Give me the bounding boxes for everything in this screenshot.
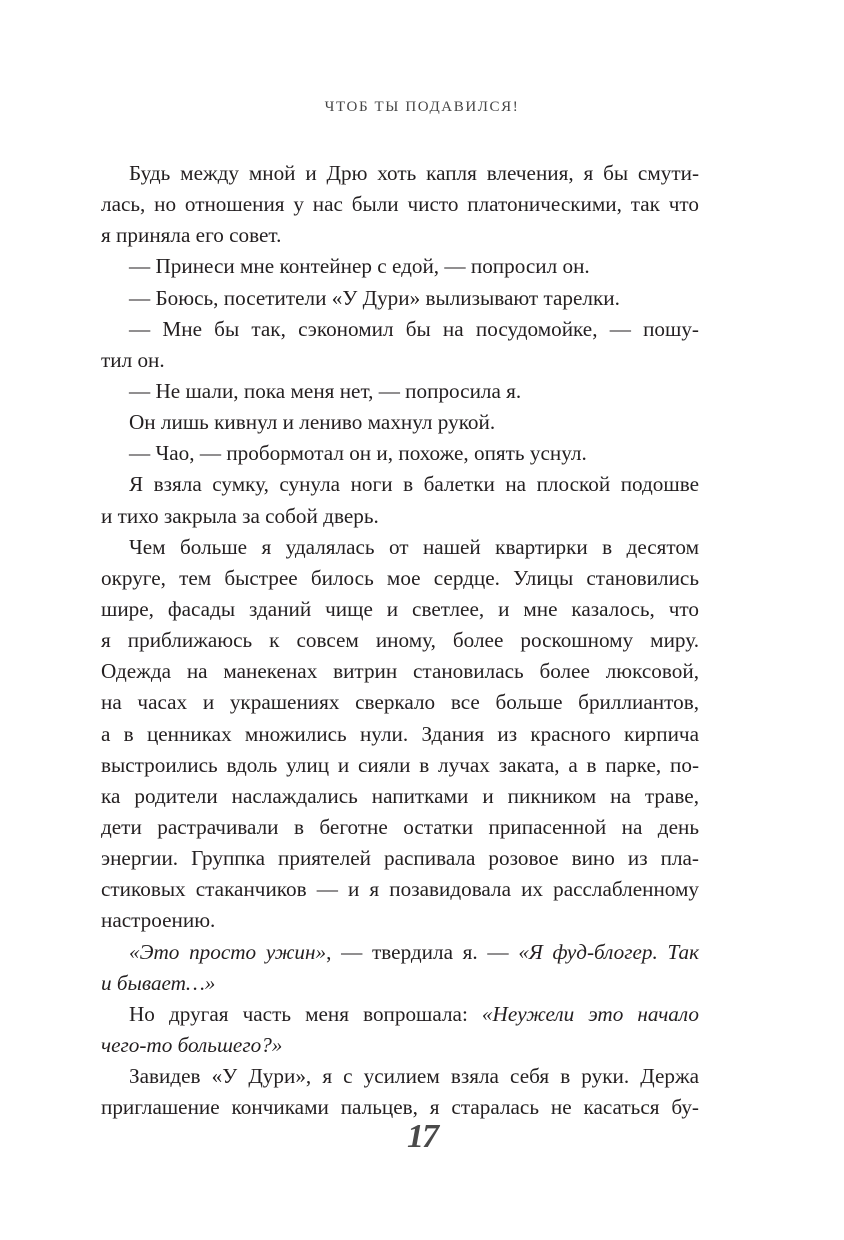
- text-line: приглашение кончиками пальцев, я старалась не касаться бу-: [101, 1095, 699, 1120]
- running-head: ЧТОБ ТЫ ПОДАВИЛСЯ!: [324, 99, 520, 115]
- body-text: [101, 158, 699, 1123]
- text-line: стиковых стаканчиков — и я позавидовала их расслабленному: [101, 877, 699, 902]
- italic-quote: «Я фуд-блогер. Так: [518, 939, 700, 964]
- text-line: Я взяла сумку, сунула ноги в балетки на плоской подошве: [129, 472, 699, 497]
- text-line: Он лишь кивнул и лениво махнул рукой.: [129, 410, 496, 435]
- text-line: — Мне бы так, сэкономил бы на посудомойке, — пошу-: [129, 316, 699, 341]
- text-fragment: Но другая часть меня вопрошала:: [129, 1001, 482, 1026]
- text-fragment: , — твердила я. —: [326, 939, 519, 964]
- text-line: — Боюсь, посетители «У Дури» вылизывают тарелки.: [129, 285, 620, 310]
- italic-quote: «Это просто ужин»: [129, 939, 327, 964]
- text-line: я приближаюсь к совсем иному, более роскошному миру.: [101, 628, 699, 653]
- text-line: [101, 1030, 699, 1061]
- text-line: я приняла его совет.: [101, 223, 282, 248]
- text-line: тил он.: [101, 347, 165, 372]
- text-line: Завидев «У Дури», я с усилием взяла себя в руки. Держа: [129, 1064, 699, 1089]
- text-line: Чем больше я удалялась от нашей квартирки в десятом: [129, 534, 699, 559]
- text-line: шире, фасады зданий чище и светлее, и мне казалось, что: [101, 596, 699, 621]
- text-line: и тихо закрыла за собой дверь.: [101, 503, 379, 528]
- text-line: ка родители наслаждались напитками и пикником на траве,: [101, 783, 699, 808]
- italic-quote: и бывает…»: [101, 970, 216, 995]
- text-line: округе, тем быстрее билось мое сердце. Улицы становились: [101, 565, 699, 590]
- text-line: настроению.: [101, 908, 216, 933]
- italic-quote: «Неужели это начало: [481, 1001, 699, 1026]
- italic-quote: чего-то большего?»: [101, 1032, 283, 1057]
- text-line: Будь между мной и Дрю хоть капля влечения, я бы смути-: [129, 161, 699, 185]
- text-line: выстроились вдоль улиц и сияли в лучах заката, а в парке, по-: [101, 752, 699, 777]
- text-line: лась, но отношения у нас были чисто платоническими, так что: [101, 192, 699, 217]
- text-line: [101, 968, 699, 999]
- text-line: на часах и украшениях сверкало все больше бриллиантов,: [101, 690, 699, 715]
- text-line: дети растрачивали в беготне остатки припасенной на день: [101, 814, 699, 839]
- page-number: 17: [407, 1118, 437, 1155]
- text-line: — Принеси мне контейнер с едой, — попросил он.: [129, 254, 590, 279]
- text-line: Одежда на манекенах витрин становилась более люксовой,: [101, 659, 699, 684]
- text-line: а в ценниках множились нули. Здания из красного кирпича: [101, 721, 699, 746]
- text-line: энергии. Группка приятелей распивала розовое вино из пла-: [101, 846, 699, 871]
- text-line: — Чао, — пробормотал он и, похоже, опять уснул.: [129, 441, 587, 466]
- text-line: — Не шали, пока меня нет, — попросила я.: [129, 378, 522, 403]
- text-line: [101, 937, 699, 968]
- text-line: [101, 999, 699, 1030]
